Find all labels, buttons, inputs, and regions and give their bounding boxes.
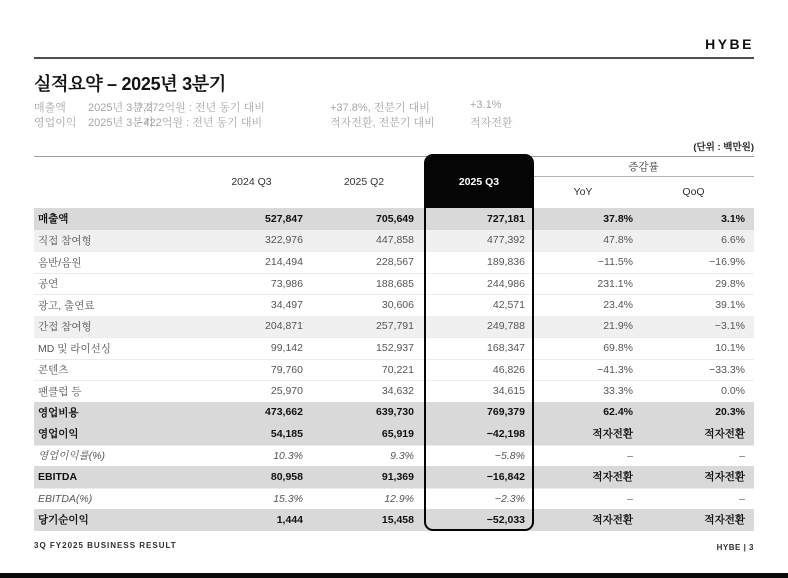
summary-label: 영업이익: [34, 117, 77, 129]
row-label: MD 및 라이선싱: [38, 342, 111, 355]
table-row: [34, 466, 754, 488]
cell-2025-q2: 70,221: [381, 363, 414, 376]
hybe-logo: HYBE: [705, 36, 754, 52]
cell-2025-q3: 249,788: [487, 320, 525, 333]
summary-qoq: +3.1%: [470, 99, 502, 111]
cell-yoy: 21.9%: [603, 320, 633, 333]
table-row: [34, 273, 754, 295]
cell-yoy: –: [627, 449, 633, 462]
cell-2025-q2: 15,458: [381, 513, 414, 526]
table-row: [34, 294, 754, 316]
row-label: 음반/음원: [38, 256, 82, 269]
cell-2024-q3: 73,986: [270, 277, 303, 290]
cell-2025-q2: 639,730: [376, 406, 414, 419]
unit-note: (단위 : 백만원): [693, 142, 754, 153]
cell-yoy: −41.3%: [597, 363, 633, 376]
cell-qoq: −33.3%: [709, 363, 745, 376]
bottom-accent-bar: [0, 573, 788, 578]
summary-block: [0, 99, 788, 129]
cell-qoq: 적자전환: [704, 471, 745, 484]
cell-yoy: 적자전환: [592, 428, 633, 441]
cell-2025-q3: −2.3%: [494, 492, 525, 505]
cell-2024-q3: 80,958: [270, 470, 303, 483]
table-row: [34, 251, 754, 273]
summary-yoy: 적자전환, 전분기 대비: [330, 117, 435, 129]
row-label: 영업이익: [38, 428, 79, 441]
cell-qoq: 20.3%: [715, 406, 745, 419]
cell-qoq: 10.1%: [715, 342, 745, 355]
cell-2025-q2: 34,632: [381, 385, 414, 398]
summary-amount: −422억원 : 전년 동기 대비: [137, 117, 263, 129]
header-divider: [34, 57, 754, 59]
table-row: [34, 316, 754, 338]
cell-2025-q3: −52,033: [486, 513, 525, 526]
cell-2025-q3: 727,181: [487, 212, 525, 225]
cell-2025-q2: 30,606: [381, 299, 414, 312]
summary-line-operating-profit: [0, 114, 788, 129]
footer-page-number: HYBE | 3: [716, 543, 754, 552]
row-label: 직접 참여형: [38, 234, 92, 247]
col-header-2025-q3: 2025 Q3: [426, 156, 532, 208]
cell-2024-q3: 1,444: [276, 513, 303, 526]
cell-yoy: –: [627, 492, 633, 505]
cell-qoq: –: [739, 492, 745, 505]
cell-2024-q3: 214,494: [265, 256, 303, 269]
summary-yoy: +37.8%, 전분기 대비: [330, 102, 430, 114]
cell-2025-q2: 91,369: [381, 470, 414, 483]
row-label: 콘텐츠: [38, 364, 69, 377]
row-label: 팬클럽 등: [38, 385, 82, 398]
col-header-change-group: 증감률: [628, 161, 659, 173]
cell-2025-q2: 188,685: [376, 277, 414, 290]
cell-yoy: 23.4%: [603, 299, 633, 312]
cell-2024-q3: 54,185: [270, 427, 303, 440]
cell-yoy: 37.8%: [603, 212, 633, 225]
table-row: [34, 337, 754, 359]
cell-2024-q3: 527,847: [265, 212, 303, 225]
cell-qoq: 3.1%: [721, 212, 745, 225]
cell-qoq: −16.9%: [709, 256, 745, 269]
table-row: [34, 509, 754, 531]
cell-qoq: 29.8%: [715, 277, 745, 290]
summary-period: 2025년 3분기: [88, 117, 154, 129]
cell-2024-q3: 204,871: [265, 320, 303, 333]
cell-2025-q2: 257,791: [376, 320, 414, 333]
cell-yoy: 적자전환: [592, 514, 633, 527]
footer-report-title: 3Q FY2025 BUSINESS RESULT: [34, 541, 177, 550]
cell-2025-q3: −5.8%: [494, 449, 525, 462]
row-label: 매출액: [38, 213, 69, 226]
row-label: 영업비용: [38, 406, 79, 419]
cell-2024-q3: 10.3%: [273, 449, 303, 462]
row-label: 광고, 출연료: [38, 299, 95, 312]
row-label: 공연: [38, 278, 59, 291]
summary-period: 2025년 3분기: [88, 102, 154, 114]
cell-yoy: 231.1%: [597, 277, 633, 290]
cell-2024-q3: 322,976: [265, 234, 303, 247]
cell-2024-q3: 25,970: [270, 385, 303, 398]
table-row: [34, 208, 754, 230]
table-row: [34, 359, 754, 381]
row-label: EBITDA: [38, 470, 78, 483]
summary-label: 매출액: [34, 102, 66, 114]
cell-qoq: –: [739, 449, 745, 462]
cell-yoy: 47.8%: [603, 234, 633, 247]
results-table-body: [34, 208, 754, 531]
cell-qoq: 6.6%: [721, 234, 745, 247]
cell-2024-q3: 15.3%: [273, 492, 303, 505]
cell-qoq: 0.0%: [721, 385, 745, 398]
cell-2025-q2: 705,649: [376, 212, 414, 225]
page-title: 실적요약 – 2025년 3분기: [34, 74, 226, 94]
row-label: EBITDA(%): [38, 492, 93, 505]
cell-2025-q2: 65,919: [381, 427, 414, 440]
cell-2025-q3: −42,198: [486, 427, 525, 440]
cell-yoy: 62.4%: [603, 406, 633, 419]
cell-2025-q2: 12.9%: [384, 492, 414, 505]
cell-yoy: −11.5%: [597, 256, 633, 269]
cell-2025-q3: 42,571: [492, 299, 525, 312]
row-label: 영업이익률(%): [38, 450, 106, 463]
row-label: 간접 참여형: [38, 320, 92, 333]
summary-amount: 7,272억원 : 전년 동기 대비: [137, 102, 265, 114]
table-row: [34, 380, 754, 402]
col-header-2025-q2: 2025 Q2: [343, 176, 385, 188]
cell-2025-q3: 477,392: [487, 234, 525, 247]
cell-yoy: 33.3%: [603, 385, 633, 398]
cell-qoq: 39.1%: [715, 299, 745, 312]
cell-2025-q3: 769,379: [487, 406, 525, 419]
cell-2024-q3: 99,142: [270, 342, 303, 355]
cell-2025-q3: 168,347: [487, 342, 525, 355]
table-row: [34, 402, 754, 424]
cell-2025-q3: 189,836: [487, 256, 525, 269]
cell-2025-q3: 244,986: [487, 277, 525, 290]
cell-2025-q2: 228,567: [376, 256, 414, 269]
cell-qoq: −3.1%: [714, 320, 745, 333]
table-row: [34, 445, 754, 467]
cell-qoq: 적자전환: [704, 514, 745, 527]
table-row: [34, 230, 754, 252]
cell-2025-q2: 9.3%: [390, 449, 414, 462]
cell-2025-q2: 447,858: [376, 234, 414, 247]
summary-qoq: 적자전환: [470, 117, 513, 129]
table-row: [34, 423, 754, 445]
cell-yoy: 69.8%: [603, 342, 633, 355]
summary-line-revenue: [0, 99, 788, 114]
cell-2024-q3: 79,760: [270, 363, 303, 376]
col-header-2024-q3: 2024 Q3: [231, 176, 272, 188]
cell-2024-q3: 34,497: [270, 299, 303, 312]
table-row: [34, 488, 754, 510]
cell-qoq: 적자전환: [704, 428, 745, 441]
cell-2025-q3: 46,826: [492, 363, 525, 376]
col-header-qoq: QoQ: [682, 186, 705, 198]
cell-yoy: 적자전환: [592, 471, 633, 484]
cell-2025-q3: −16,842: [486, 470, 525, 483]
cell-2025-q3: 34,615: [492, 385, 525, 398]
col-header-yoy: YoY: [573, 186, 593, 198]
cell-2024-q3: 473,662: [265, 406, 303, 419]
row-label: 당기순이익: [38, 514, 89, 527]
cell-2025-q2: 152,937: [376, 342, 414, 355]
